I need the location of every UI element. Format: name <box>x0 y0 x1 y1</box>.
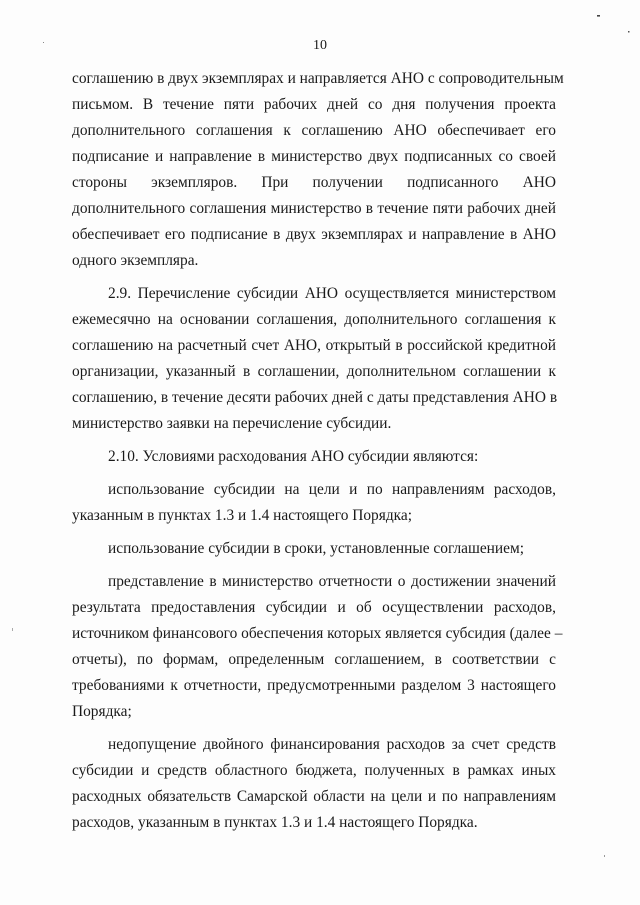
text-line: требованиями к отчетности, предусмотренными разделом 3 настоящего <box>72 677 556 694</box>
paragraph-gap <box>72 725 556 732</box>
text-line: ежемесячно на основании соглашения, дополнительного соглашения к <box>72 311 556 328</box>
text-line: соглашению на расчетный счет АНО, открытый в российской кредитной <box>72 337 556 354</box>
text-line: указанным в пунктах 1.3 и 1.4 настоящего Порядка; <box>72 507 413 524</box>
text-line: результата предоставления субсидии и об осуществлении расходов, <box>72 599 556 616</box>
text-line: 2.10. Условиями расходования АНО субсидии являются: <box>108 448 479 465</box>
text-line: подписание и направление в министерство двух подписанных со своей <box>72 148 556 165</box>
document-body <box>72 66 564 836</box>
text-line: стороны экземпляров. При получении подписанного АНО <box>72 174 556 191</box>
text-line: использование субсидии в сроки, установленные соглашением; <box>108 540 524 557</box>
paragraph <box>72 477 556 529</box>
text-line: 2.9. Перечисление субсидии АНО осуществляется министерством <box>108 285 556 302</box>
paragraph <box>72 732 556 836</box>
text-line: субсидии и средств областного бюджета, полученных в рамках иных <box>72 762 556 779</box>
text-line: расходов, указанным в пунктах 1.3 и 1.4 настоящего Порядка. <box>72 814 478 831</box>
text-line: расходных обязательств Самарской области на цели и по направлениям <box>72 788 556 805</box>
paragraph-gap <box>72 437 556 444</box>
paragraph <box>72 569 563 725</box>
text-line: отчеты), по формам, определенным соглашением, в соответствии с <box>72 651 556 668</box>
paragraph-gap <box>72 529 556 536</box>
text-line: использование субсидии на цели и по направлениям расходов, <box>108 481 556 498</box>
text-line: Порядка; <box>72 703 132 720</box>
text-line: министерство заявки на перечисление субсидии. <box>72 415 392 432</box>
page-number: 10 <box>313 38 327 53</box>
paragraph <box>72 281 556 437</box>
text-line: соглашению, в течение десяти рабочих дней с даты представления АНО в <box>72 389 558 406</box>
text-line: представление в министерство отчетности о достижении значений <box>108 573 556 590</box>
text-line: письмом. В течение пяти рабочих дней со дня получения проекта <box>72 96 556 113</box>
text-line: организации, указанный в соглашении, дополнительном соглашении к <box>72 363 556 380</box>
paragraph-gap <box>72 274 556 281</box>
text-line: обеспечивает его подписание в двух экземплярах и направление в АНО <box>72 226 556 243</box>
text-line: соглашению в двух экземплярах и направляется АНО с сопроводительным <box>72 70 564 87</box>
text-line: источником финансового обеспечения которых является субсидия (далее – <box>72 625 563 642</box>
text-line: недопущение двойного финансирования расходов за счет средств <box>108 736 556 753</box>
paragraph-gap <box>72 470 556 477</box>
text-line: одного экземпляра. <box>72 252 199 269</box>
paragraph <box>72 444 556 470</box>
text-line: дополнительного соглашения министерство в течение пяти рабочих дней <box>72 200 556 217</box>
text-line: дополнительного соглашения к соглашению АНО обеспечивает его <box>72 122 556 139</box>
paragraph-gap <box>72 562 556 569</box>
paragraph <box>72 66 564 274</box>
paragraph <box>72 536 556 562</box>
